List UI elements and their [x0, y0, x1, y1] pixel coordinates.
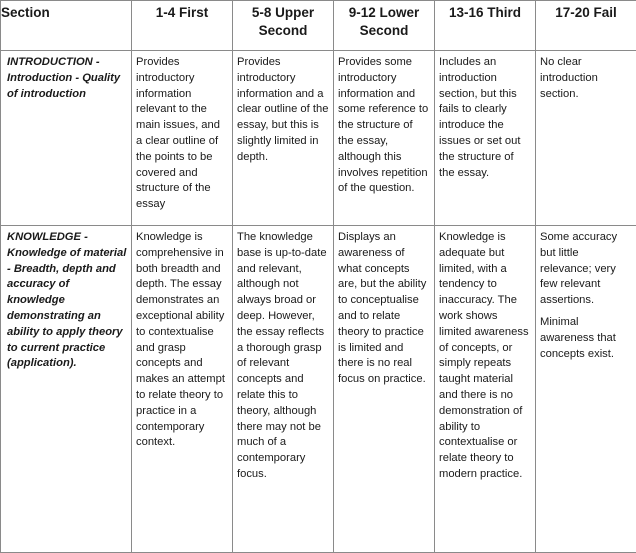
criteria-text: Displays an awareness of what concepts are, but the ability to conceptualise and to relate theory to practice is limited and there is no real focus on practice.: [338, 230, 431, 388]
header-band-third: 13-16 Third: [435, 1, 536, 51]
table-row-introduction: [1, 51, 636, 226]
criteria-cell-knowledge-first: [132, 226, 233, 553]
header-band-upper-second: 5-8 Upper Second: [233, 1, 334, 51]
criteria-text: No clear introduction section.: [540, 55, 633, 102]
criteria-cell-introduction-first: [132, 51, 233, 226]
criteria-text: Provides introductory information relevant to the main issues, and a clear outline of the points to be covered and structure of the essay: [136, 55, 229, 213]
criteria-text: Includes an introduction section, but this fails to clearly introduce the issues or set out the structure of the essay.: [439, 55, 532, 181]
criteria-cell-introduction-third: [435, 51, 536, 226]
criteria-text: Knowledge is adequate but limited, with a tendency to inaccuracy. The work shows limited awareness of concepts, or simply repeats taught material and there is no demonstration of ability to contextualise or relate theory to modern practice.: [439, 230, 532, 483]
header-band-first: 1-4 First: [132, 1, 233, 51]
table-row-knowledge: [1, 226, 636, 553]
header-band-lower-second: 9-12 Lower Second: [334, 1, 435, 51]
criteria-text: Knowledge is comprehensive in both breadth and depth. The essay demonstrates an exceptional ability to contextualise and grasp concepts and makes an attempt to relate theory to practice in a contemporary context.: [136, 230, 229, 451]
criteria-text: The knowledge base is up-to-date and relevant, although not always broad or deep. However, the essay reflects a thorough grasp of relevant concepts and relate this to theory, although there may not be much of a contemporary focus.: [237, 230, 330, 483]
criteria-cell-introduction-fail: [536, 51, 636, 226]
criteria-cell-introduction-lower-second: [334, 51, 435, 226]
header-band-fail: 17-20 Fail: [536, 1, 636, 51]
header-section: Section: [1, 1, 132, 51]
section-label-introduction: INTRODUCTION - Introduction - Quality of introduction: [1, 51, 132, 226]
criteria-text: Provides some introductory information and some reference to the structure of the essay, although this involves repetition of the question.: [338, 55, 431, 197]
criteria-text: Provides introductory information and a clear outline of the essay, but this is slightly limited in depth.: [237, 55, 330, 166]
criteria-cell-knowledge-lower-second: [334, 226, 435, 553]
section-label-knowledge: KNOWLEDGE - Knowledge of material - Breadth, depth and accuracy of knowledge demonstrating an ability to apply theory to current practice (application).: [1, 226, 132, 553]
criteria-text: Minimal awareness that concepts exist.: [540, 315, 633, 362]
criteria-text: Some accuracy but little relevance; very few relevant assertions.: [540, 230, 633, 309]
criteria-cell-knowledge-upper-second: [233, 226, 334, 553]
criteria-cell-knowledge-fail: [536, 226, 636, 553]
criteria-cell-knowledge-third: [435, 226, 536, 553]
header-row: [1, 1, 636, 51]
criteria-cell-introduction-upper-second: [233, 51, 334, 226]
